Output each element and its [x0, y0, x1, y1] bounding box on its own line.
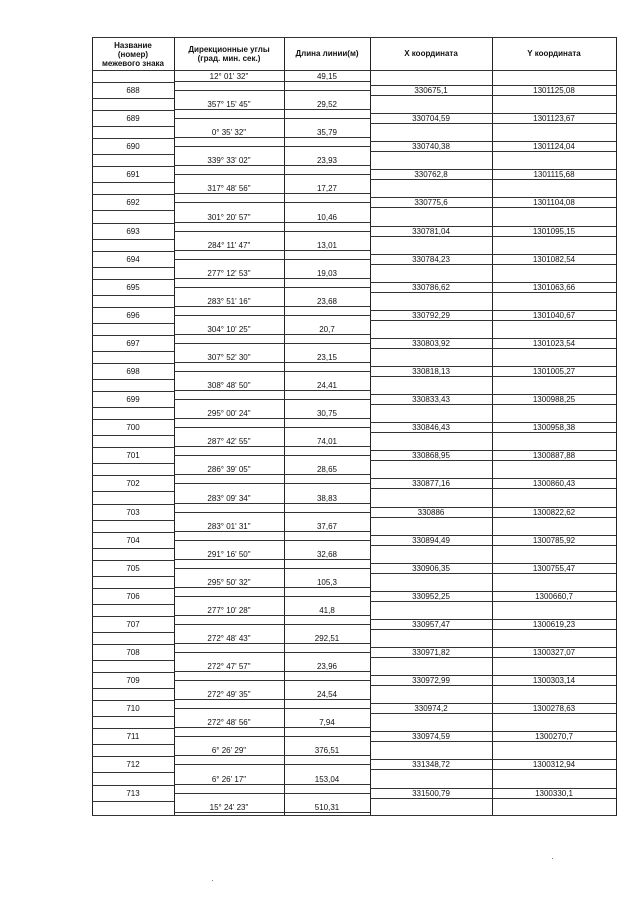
- x-coordinate: 330974,59: [412, 732, 450, 741]
- line-length: 23,93: [316, 156, 338, 165]
- row-separator: [92, 126, 174, 127]
- point-name: 693: [126, 227, 140, 236]
- x-coordinate: 330877,16: [412, 479, 450, 488]
- header-y: Y координата: [527, 49, 581, 58]
- row-separator: [174, 643, 370, 644]
- y-coordinate: 1300660,7: [535, 592, 573, 601]
- line-length: 510,31: [314, 803, 340, 812]
- row-separator: [370, 713, 616, 714]
- y-coordinate: 1300278,63: [532, 704, 576, 713]
- row-separator: [92, 604, 174, 605]
- direction-angle: 272° 49' 35": [207, 690, 251, 699]
- direction-angle: 277° 12' 53": [207, 269, 251, 278]
- row-separator: [92, 407, 174, 408]
- row-separator: [92, 194, 174, 195]
- header-bottom-border: [92, 70, 617, 71]
- row-separator: [92, 335, 174, 336]
- x-coordinate: 330846,43: [412, 423, 450, 432]
- row-separator: [92, 182, 174, 183]
- direction-angle: 295° 50' 32": [207, 578, 251, 587]
- row-separator: [174, 455, 370, 456]
- table-top-border: [92, 37, 617, 38]
- scan-speck: [212, 880, 213, 881]
- line-length: 7,94: [319, 718, 335, 727]
- direction-angle: 308° 48' 50": [207, 381, 251, 390]
- direction-angle: 283° 51' 16": [207, 297, 251, 306]
- row-separator: [92, 716, 174, 717]
- line-length: 32,68: [316, 550, 338, 559]
- row-separator: [92, 251, 174, 252]
- header-angle-line: (град. мин. сек.): [197, 54, 261, 63]
- direction-angle: 15° 24' 23": [209, 803, 249, 812]
- row-separator: [370, 348, 616, 349]
- row-separator: [174, 512, 370, 513]
- line-length: 28,65: [316, 465, 338, 474]
- line-length: 38,83: [316, 494, 338, 503]
- line-length: 30,75: [316, 409, 338, 418]
- row-separator: [92, 475, 174, 476]
- row-separator: [174, 137, 370, 138]
- row-separator: [370, 545, 616, 546]
- row-separator: [174, 222, 370, 223]
- row-separator: [92, 363, 174, 364]
- y-coordinate: 1301124,04: [533, 142, 575, 151]
- row-separator: [92, 279, 174, 280]
- x-coordinate: 330740,38: [412, 142, 450, 151]
- y-coordinate: 1301125,08: [533, 86, 575, 95]
- row-separator: [92, 504, 174, 505]
- point-name: 703: [126, 508, 140, 517]
- point-name: 692: [126, 198, 140, 207]
- row-separator: [370, 236, 616, 237]
- x-coordinate: 330974,2: [414, 704, 448, 713]
- row-separator: [174, 587, 370, 588]
- header-name-line: Название: [114, 41, 152, 50]
- row-separator: [174, 652, 370, 653]
- point-name: 691: [126, 170, 140, 179]
- row-separator: [174, 483, 370, 484]
- row-separator: [174, 503, 370, 504]
- row-separator: [92, 210, 174, 211]
- x-coordinate: 330894,49: [412, 536, 450, 545]
- row-separator: [174, 671, 370, 672]
- row-separator: [92, 660, 174, 661]
- x-coordinate: 330786,62: [412, 283, 450, 292]
- direction-angle: 301° 20' 57": [207, 213, 251, 222]
- row-separator: [370, 404, 616, 405]
- point-name: 701: [126, 451, 140, 460]
- row-separator: [370, 488, 616, 489]
- row-separator: [174, 315, 370, 316]
- y-coordinate: 1301082,54: [532, 255, 576, 264]
- row-separator: [92, 138, 174, 139]
- line-length: 23,15: [316, 353, 338, 362]
- direction-angle: 283° 09' 34": [207, 494, 251, 503]
- row-separator: [370, 123, 616, 124]
- row-separator: [370, 601, 616, 602]
- row-separator: [92, 588, 174, 589]
- row-separator: [92, 532, 174, 533]
- row-separator: [174, 231, 370, 232]
- row-separator: [174, 399, 370, 400]
- row-separator: [174, 680, 370, 681]
- row-separator: [174, 812, 370, 813]
- row-separator: [92, 323, 174, 324]
- row-separator: [370, 432, 616, 433]
- y-coordinate: 1300887,88: [532, 451, 576, 460]
- row-separator: [92, 772, 174, 773]
- x-coordinate: 330704,59: [412, 114, 450, 123]
- row-separator: [370, 517, 616, 518]
- direction-angle: 6° 26' 17": [211, 775, 247, 784]
- row-separator: [92, 110, 174, 111]
- row-separator: [174, 474, 370, 475]
- row-separator: [370, 460, 616, 461]
- y-coordinate: 1300619,23: [532, 620, 576, 629]
- row-separator: [92, 688, 174, 689]
- row-separator: [370, 292, 616, 293]
- row-separator: [174, 174, 370, 175]
- table-bottom-border: [92, 815, 617, 816]
- row-separator: [92, 154, 174, 155]
- row-separator: [92, 82, 174, 83]
- row-separator: [174, 446, 370, 447]
- y-coordinate: 1301115,68: [533, 170, 575, 179]
- row-separator: [370, 769, 616, 770]
- row-separator: [174, 81, 370, 82]
- row-separator: [174, 624, 370, 625]
- row-separator: [92, 632, 174, 633]
- row-separator: [92, 435, 174, 436]
- header-length: Длина линии(м): [295, 49, 359, 58]
- y-coordinate: 1301063,66: [532, 283, 576, 292]
- row-separator: [174, 596, 370, 597]
- x-coordinate: 330762,8: [414, 170, 448, 179]
- row-separator: [174, 165, 370, 166]
- point-name: 707: [126, 620, 140, 629]
- row-separator: [370, 685, 616, 686]
- x-coordinate: 330775,6: [414, 198, 448, 207]
- y-coordinate: 1300822,62: [532, 508, 576, 517]
- direction-angle: 272° 48' 56": [207, 718, 251, 727]
- direction-angle: 287° 42' 55": [207, 437, 251, 446]
- row-separator: [92, 391, 174, 392]
- direction-angle: 317° 48' 56": [207, 184, 251, 193]
- line-length: 35,79: [316, 128, 338, 137]
- row-separator: [174, 559, 370, 560]
- x-coordinate: 330675,1: [414, 86, 448, 95]
- point-name: 713: [126, 789, 140, 798]
- direction-angle: 291° 16' 50": [207, 550, 251, 559]
- direction-angle: 339° 33' 02": [207, 156, 251, 165]
- row-separator: [370, 741, 616, 742]
- row-separator: [174, 755, 370, 756]
- x-coordinate: 330957,47: [412, 620, 450, 629]
- column-border: [616, 37, 617, 815]
- line-length: 292,51: [314, 634, 340, 643]
- point-name: 689: [126, 114, 140, 123]
- line-length: 19,03: [316, 269, 338, 278]
- y-coordinate: 1300270,7: [535, 732, 573, 741]
- line-length: 23,96: [316, 662, 338, 671]
- row-separator: [174, 371, 370, 372]
- row-separator: [92, 351, 174, 352]
- y-coordinate: 1300327,07: [532, 648, 576, 657]
- row-separator: [174, 146, 370, 147]
- row-separator: [92, 520, 174, 521]
- y-coordinate: 1301023,54: [532, 339, 576, 348]
- x-coordinate: 330818,13: [412, 367, 450, 376]
- row-separator: [370, 95, 616, 96]
- y-coordinate: 1300988,25: [532, 395, 576, 404]
- point-name: 688: [126, 86, 140, 95]
- row-separator: [370, 207, 616, 208]
- x-coordinate: 330784,23: [412, 255, 450, 264]
- direction-angle: 283° 01' 31": [207, 522, 251, 531]
- x-coordinate: 330952,25: [412, 592, 450, 601]
- row-separator: [92, 239, 174, 240]
- row-separator: [174, 334, 370, 335]
- row-separator: [174, 90, 370, 91]
- line-length: 20,7: [319, 325, 335, 334]
- row-separator: [92, 307, 174, 308]
- y-coordinate: 1301104,08: [533, 198, 575, 207]
- header-angle: [174, 45, 284, 63]
- row-separator: [370, 657, 616, 658]
- row-separator: [174, 793, 370, 794]
- header-name: [92, 41, 174, 68]
- point-name: 712: [126, 760, 140, 769]
- point-name: 696: [126, 311, 140, 320]
- x-coordinate: 330781,04: [412, 227, 450, 236]
- header-angle-line: Дирекционные углы: [188, 45, 270, 54]
- row-separator: [370, 179, 616, 180]
- point-name: 702: [126, 479, 140, 488]
- y-coordinate: 1300860,43: [532, 479, 576, 488]
- header-name-line: (номер): [117, 50, 149, 59]
- direction-angle: 277° 10' 28": [207, 606, 251, 615]
- point-name: 699: [126, 395, 140, 404]
- row-separator: [174, 109, 370, 110]
- y-coordinate: 1300312,94: [532, 760, 576, 769]
- row-separator: [174, 278, 370, 279]
- direction-angle: 307° 52' 30": [207, 353, 251, 362]
- row-separator: [174, 193, 370, 194]
- row-separator: [174, 390, 370, 391]
- y-coordinate: 1300785,92: [532, 536, 576, 545]
- header-name-line: межевого знака: [101, 59, 165, 68]
- row-separator: [174, 427, 370, 428]
- line-length: 105,3: [316, 578, 338, 587]
- row-separator: [92, 98, 174, 99]
- x-coordinate: 330803,92: [412, 339, 450, 348]
- direction-angle: 272° 47' 57": [207, 662, 251, 671]
- row-separator: [174, 615, 370, 616]
- point-name: 704: [126, 536, 140, 545]
- x-coordinate: 331500,79: [412, 789, 450, 798]
- row-separator: [370, 376, 616, 377]
- row-separator: [92, 560, 174, 561]
- row-separator: [174, 699, 370, 700]
- y-coordinate: 1301123,67: [533, 114, 575, 123]
- y-coordinate: 1300330,1: [535, 789, 573, 798]
- line-length: 23,68: [316, 297, 338, 306]
- y-coordinate: 1300303,14: [532, 676, 576, 685]
- row-separator: [92, 548, 174, 549]
- point-name: 690: [126, 142, 140, 151]
- y-coordinate: 1301095,15: [532, 227, 576, 236]
- row-separator: [92, 166, 174, 167]
- row-separator: [174, 362, 370, 363]
- point-name: 706: [126, 592, 140, 601]
- row-separator: [92, 785, 174, 786]
- direction-angle: 357° 15' 45": [207, 100, 251, 109]
- row-separator: [174, 736, 370, 737]
- line-length: 41,8: [319, 606, 335, 615]
- row-separator: [92, 223, 174, 224]
- direction-angle: 295° 00' 24": [207, 409, 251, 418]
- line-length: 29,52: [316, 100, 338, 109]
- line-length: 17,27: [316, 184, 338, 193]
- y-coordinate: 1301040,67: [532, 311, 576, 320]
- line-length: 24,54: [316, 690, 338, 699]
- point-name: 711: [126, 732, 140, 741]
- row-separator: [370, 151, 616, 152]
- row-separator: [92, 801, 174, 802]
- row-separator: [92, 447, 174, 448]
- direction-angle: 272° 48' 43": [207, 634, 251, 643]
- row-separator: [174, 531, 370, 532]
- row-separator: [92, 644, 174, 645]
- x-coordinate: 330886: [417, 508, 445, 517]
- scan-speck: [552, 858, 553, 859]
- row-separator: [370, 798, 616, 799]
- point-name: 694: [126, 255, 140, 264]
- row-separator: [174, 568, 370, 569]
- row-separator: [174, 287, 370, 288]
- x-coordinate: 330906,35: [412, 564, 450, 573]
- y-coordinate: 1300958,38: [532, 423, 576, 432]
- row-separator: [174, 259, 370, 260]
- point-name: 705: [126, 564, 140, 573]
- x-coordinate: 330833,43: [412, 395, 450, 404]
- row-separator: [174, 784, 370, 785]
- y-coordinate: 1301005,27: [532, 367, 576, 376]
- point-name: 708: [126, 648, 140, 657]
- row-separator: [92, 576, 174, 577]
- row-separator: [92, 744, 174, 745]
- line-length: 74,01: [316, 437, 338, 446]
- x-coordinate: 330971,82: [412, 648, 450, 657]
- line-length: 153,04: [314, 775, 340, 784]
- point-name: 700: [126, 423, 140, 432]
- row-separator: [92, 267, 174, 268]
- row-separator: [370, 629, 616, 630]
- row-separator: [370, 264, 616, 265]
- row-separator: [92, 463, 174, 464]
- direction-angle: 0° 35' 32": [211, 128, 247, 137]
- line-length: 49,15: [316, 72, 338, 81]
- line-length: 24,41: [316, 381, 338, 390]
- row-separator: [92, 616, 174, 617]
- row-separator: [92, 419, 174, 420]
- row-separator: [174, 418, 370, 419]
- row-separator: [174, 764, 370, 765]
- row-separator: [92, 728, 174, 729]
- row-separator: [92, 672, 174, 673]
- row-separator: [92, 491, 174, 492]
- direction-angle: 286° 39' 05": [207, 465, 251, 474]
- x-coordinate: 331348,72: [412, 760, 450, 769]
- row-separator: [174, 708, 370, 709]
- row-separator: [174, 727, 370, 728]
- direction-angle: 12° 01' 32": [209, 72, 249, 81]
- direction-angle: 284° 11' 47": [207, 241, 251, 250]
- direction-angle: 6° 26' 29": [211, 746, 247, 755]
- x-coordinate: 330792,29: [412, 311, 450, 320]
- row-separator: [174, 306, 370, 307]
- line-length: 37,67: [316, 522, 338, 531]
- point-name: 710: [126, 704, 140, 713]
- row-separator: [174, 250, 370, 251]
- direction-angle: 304° 10' 25": [207, 325, 251, 334]
- row-separator: [92, 756, 174, 757]
- y-coordinate: 1300755,47: [532, 564, 576, 573]
- row-separator: [92, 295, 174, 296]
- point-name: 697: [126, 339, 140, 348]
- row-separator: [174, 118, 370, 119]
- row-separator: [92, 700, 174, 701]
- point-name: 709: [126, 676, 140, 685]
- x-coordinate: 330868,95: [412, 451, 450, 460]
- row-separator: [370, 573, 616, 574]
- line-length: 13,01: [316, 241, 338, 250]
- row-separator: [174, 540, 370, 541]
- point-name: 698: [126, 367, 140, 376]
- x-coordinate: 330972,99: [412, 676, 450, 685]
- row-separator: [92, 379, 174, 380]
- line-length: 376,51: [314, 746, 340, 755]
- point-name: 695: [126, 283, 140, 292]
- line-length: 10,46: [316, 213, 338, 222]
- row-separator: [370, 320, 616, 321]
- row-separator: [174, 343, 370, 344]
- row-separator: [174, 202, 370, 203]
- header-x: X координата: [404, 49, 458, 58]
